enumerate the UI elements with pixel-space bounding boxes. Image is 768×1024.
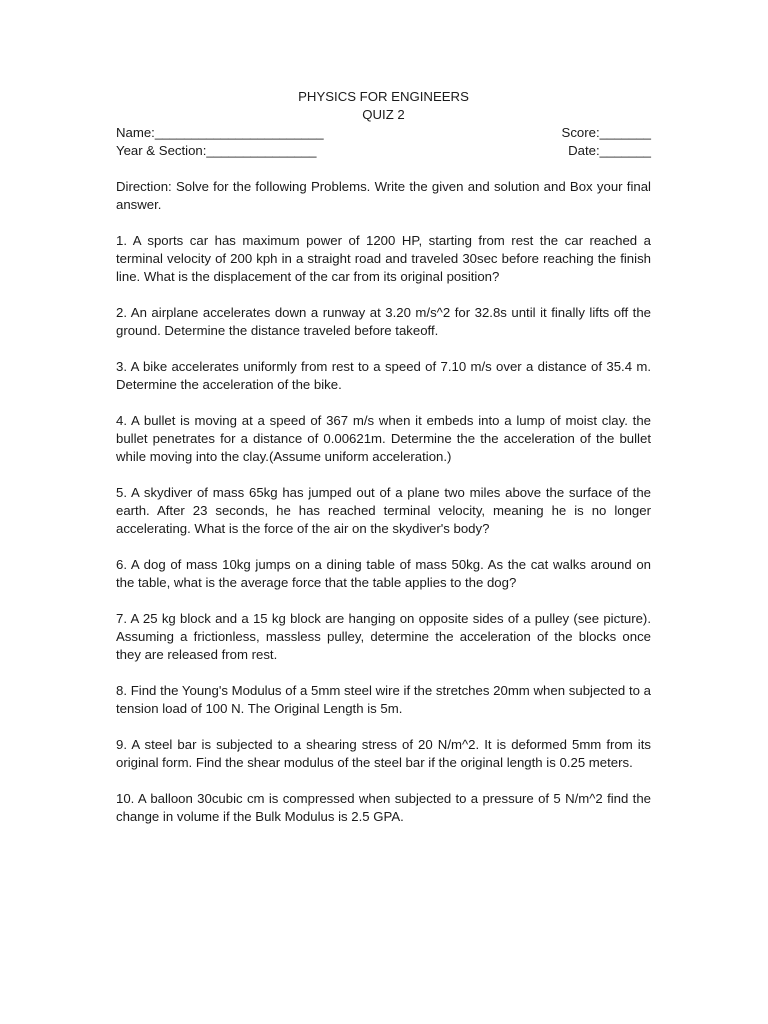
score-field[interactable]: Score:_______ [561, 125, 651, 140]
quiz-number: QUIZ 2 [362, 107, 405, 122]
problem-3: 3. A bike accelerates uniformly from rest to a speed of 7.10 m/s over a distance of 35.4 m. Determine the acceleration of the bike. [116, 359, 651, 392]
problem-7: 7. A 25 kg block and a 15 kg block are hanging on opposite sides of a pulley (see picture). Assuming a frictionless, massless pulley, determine the acceleration of the blocks once they are released from rest. [116, 611, 651, 662]
problem-4: 4. A bullet is moving at a speed of 367 m/s when it embeds into a lump of moist clay. the bullet penetrates for a distance of 0.00621m. Determine the the acceleration of the bullet while moving into the clay.(Assume uniform acceleration.) [116, 413, 651, 464]
year-section-field[interactable]: Year & Section:_______________ [116, 143, 317, 158]
name-field[interactable]: Name:_______________________ [116, 125, 324, 140]
document-body [116, 88, 651, 826]
problem-2: 2. An airplane accelerates down a runway at 3.20 m/s^2 for 32.8s until it finally lifts off the ground. Determine the distance traveled before takeoff. [116, 305, 651, 338]
problem-9: 9. A steel bar is subjected to a shearing stress of 20 N/m^2. It is deformed 5mm from its original form. Find the shear modulus of the steel bar if the original length is 0.25 meters. [116, 737, 651, 770]
problem-8: 8. Find the Young's Modulus of a 5mm steel wire if the stretches 20mm when subjected to a tension load of 100 N. The Original Length is 5m. [116, 683, 651, 716]
date-field[interactable]: Date:_______ [568, 143, 651, 158]
problem-5: 5. A skydiver of mass 65kg has jumped out of a plane two miles above the surface of the earth. After 23 seconds, he has reached terminal velocity, meaning he is no longer accelerating. What is the force of the air on the skydiver's body? [116, 485, 651, 536]
document-title: PHYSICS FOR ENGINEERS [298, 89, 469, 104]
year-date-row [116, 142, 651, 160]
direction-text: Direction: Solve for the following Problems. Write the given and solution and Box your final answer. [116, 179, 651, 212]
problem-10: 10. A balloon 30cubic cm is compressed when subjected to a pressure of 5 N/m^2 find the change in volume if the Bulk Modulus is 2.5 GPA. [116, 791, 651, 824]
problem-1: 1. A sports car has maximum power of 1200 HP, starting from rest the car reached a terminal velocity of 200 kph in a straight road and traveled 30sec before reaching the finish line. What is the displacement of the car from its original position? [116, 233, 651, 284]
name-score-row [116, 124, 651, 142]
problem-6: 6. A dog of mass 10kg jumps on a dining table of mass 50kg. As the cat walks around on the table, what is the average force that the table applies to the dog? [116, 557, 651, 590]
